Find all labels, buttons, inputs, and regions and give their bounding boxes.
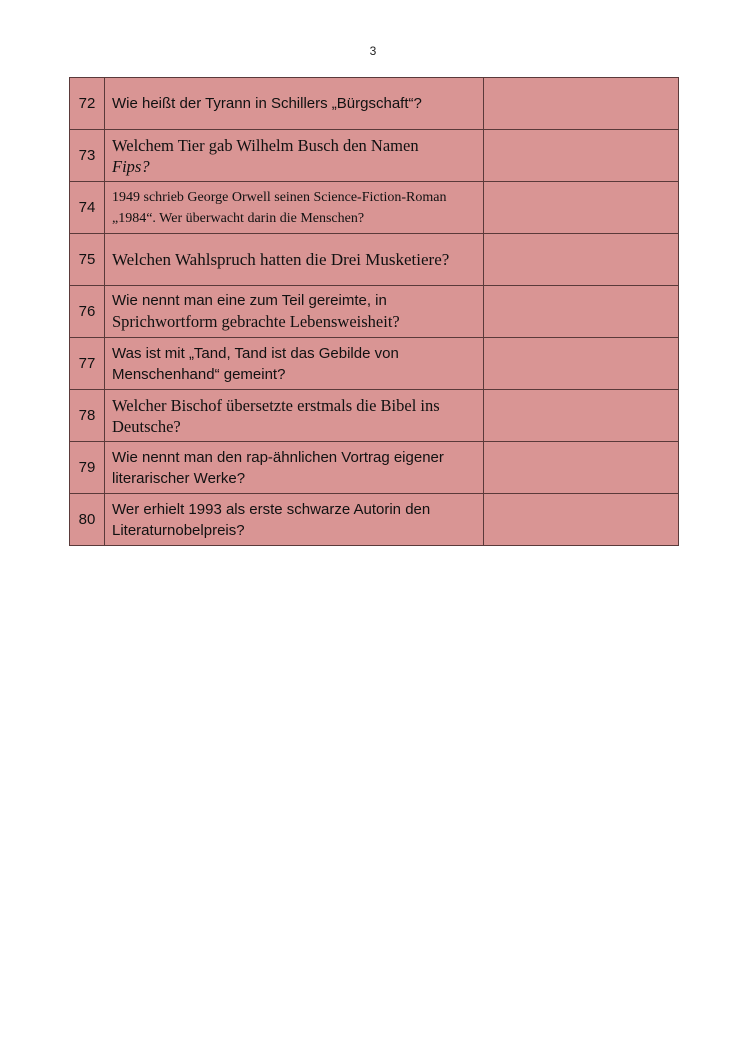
question-text: Welchen Wahlspruch hatten die Drei Musketiere? [105,234,484,286]
table-row [70,78,679,130]
answer-cell[interactable] [484,182,679,234]
question-text: Wie heißt der Tyrann in Schillers „Bürgschaft“? [105,78,484,130]
question-text: Wie nennt man den rap-ähnlichen Vortrag eigener literarischer Werke? [105,442,484,494]
answer-cell[interactable] [484,338,679,390]
question-text-line1: Wie nennt man eine zum Teil gereimte, in [112,292,387,309]
question-number: 79 [70,442,105,494]
table-row [70,130,679,182]
question-number: 73 [70,130,105,182]
answer-cell[interactable] [484,234,679,286]
answer-cell[interactable] [484,286,679,338]
answer-cell[interactable] [484,442,679,494]
table-row [70,182,679,234]
question-number: 77 [70,338,105,390]
answer-cell[interactable] [484,130,679,182]
table-row [70,390,679,442]
question-text-line2: Sprichwortform gebrachte Lebensweisheit? [112,312,400,331]
question-text [105,286,484,338]
question-number: 75 [70,234,105,286]
page-number: 3 [369,44,377,58]
table-row [70,442,679,494]
question-text-italic: Fips? [112,156,150,176]
answer-cell[interactable] [484,494,679,546]
question-text: Wer erhielt 1993 als erste schwarze Autorin den Literaturnobelpreis? [105,494,484,546]
question-text: Welcher Bischof übersetzte erstmals die Bibel ins Deutsche? [105,390,484,442]
question-text: 1949 schrieb George Orwell seinen Science-Fiction-Roman „1984“. Wer überwacht darin die Menschen? [105,182,484,234]
table-row [70,494,679,546]
quiz-table [69,77,679,546]
table-row [70,338,679,390]
question-number: 78 [70,390,105,442]
question-number: 80 [70,494,105,546]
question-number: 76 [70,286,105,338]
question-number: 72 [70,78,105,130]
answer-cell[interactable] [484,390,679,442]
table-row [70,234,679,286]
question-text [105,130,484,182]
question-text-main: Welchem Tier gab Wilhelm Busch den Namen [112,135,419,155]
answer-cell[interactable] [484,78,679,130]
table-row [70,286,679,338]
question-number: 74 [70,182,105,234]
question-text: Was ist mit „Tand, Tand ist das Gebilde von Menschenhand“ gemeint? [105,338,484,390]
